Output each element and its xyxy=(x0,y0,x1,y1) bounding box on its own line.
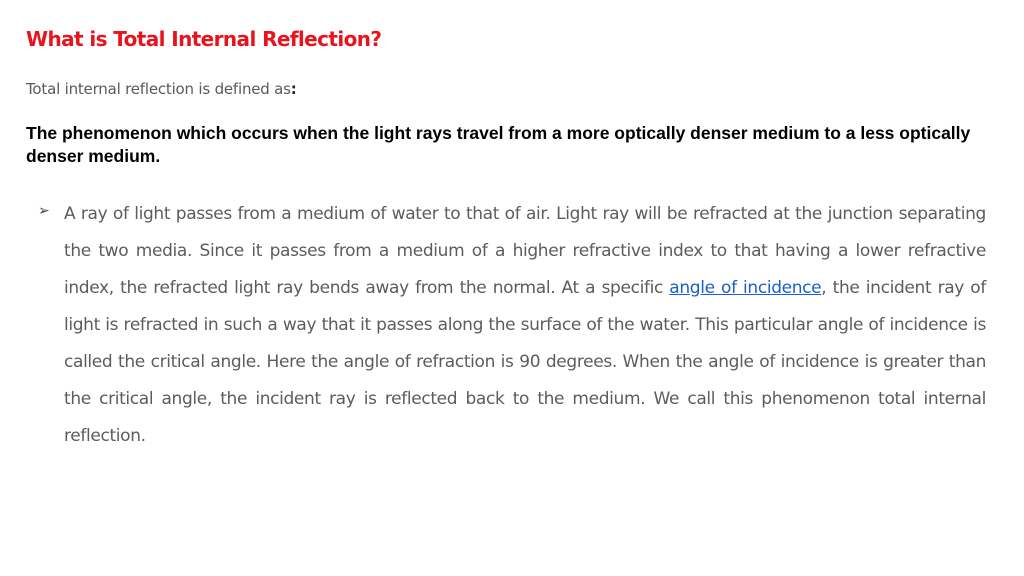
page-title: What is Total Internal Reflection? xyxy=(26,27,382,51)
bullet-text-before-link: A ray of light passes from a medium of water to that of air. Light ray will be refracted at the junction separating the two media. Since it passes from a medium of a higher refractive index to that having a lower refractive index, the refracted light ray bends away from the normal. At a specific xyxy=(64,204,986,298)
intro-line xyxy=(26,80,297,98)
arrow-bullet-icon: ➢ xyxy=(38,203,50,219)
bullet-text-after-link: , the incident ray of light is refracted in such a way that it passes along the surface of the water. This particular angle of incidence is called the critical angle. Here the angle of refraction is 90 degrees. When the angle of incidence is greater than the critical angle, the incident ray is reflected back to the medium. We call this phenomenon total internal reflection. xyxy=(64,278,986,446)
intro-colon: : xyxy=(290,80,297,98)
bullet-paragraph xyxy=(64,196,986,455)
definition-text: The phenomenon which occurs when the light rays travel from a more optically denser medium to a less optically denser medium. xyxy=(26,123,971,166)
angle-of-incidence-link[interactable]: angle of incidence xyxy=(669,278,822,298)
intro-text: Total internal reflection is defined as xyxy=(26,80,291,98)
